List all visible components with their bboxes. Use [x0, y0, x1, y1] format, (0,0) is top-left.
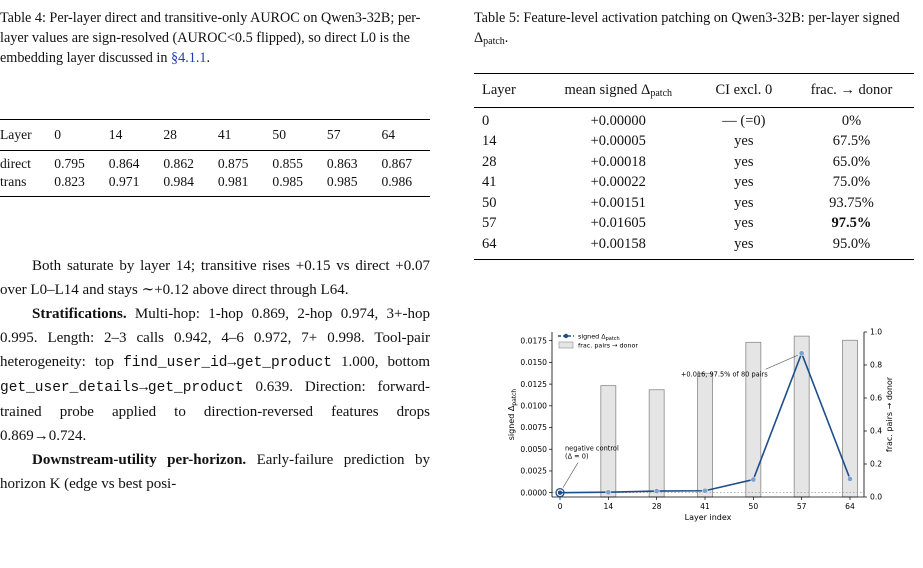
table4-caption-text: Table 4: Per-layer direct and transitive-only AUROC on Qwen3-32B; per-layer values are sign-resolved (AUROC<0.5 flipped), so direct L0 is the embedding layer discussed in: [0, 10, 421, 66]
annotation-arrow: [563, 463, 578, 488]
y2-tick-label: 0.6: [870, 393, 883, 403]
table4-caption-end: .: [206, 50, 211, 66]
table-cell: 64: [482, 235, 497, 252]
bar: [843, 340, 858, 497]
bar: [649, 390, 664, 497]
paragraph-text: 0.639. Direction: forward-trained probe applied to direction-reversed features drops 0.869→0.724.: [0, 379, 430, 444]
x-tick-label: 57: [796, 502, 807, 511]
table-cell: yes: [734, 215, 754, 232]
x-axis-label: Layer index: [684, 513, 732, 522]
annotation-negative-control: negative control: [565, 444, 619, 453]
table4-header-cell: Layer: [0, 127, 32, 142]
table-cell: 67.5%: [832, 133, 871, 150]
table5-header-cell: CI excl. 0: [715, 82, 773, 98]
y-axis-label: [507, 389, 518, 441]
table-cell: 75.0%: [832, 174, 871, 191]
table-cell: yes: [734, 153, 754, 170]
patching-chart: [492, 312, 912, 547]
table-cell: 0.864: [108, 156, 140, 171]
y2-tick-label: 0.4: [870, 426, 883, 436]
data-point: [751, 477, 756, 482]
table4-header-cell: 28: [163, 127, 177, 142]
table5-header-row: [474, 74, 914, 108]
paragraph-heading: Downstream-utility per-horizon.: [32, 452, 247, 468]
legend-bar-swatch: [559, 342, 573, 348]
table4-header-cell: 50: [272, 127, 286, 142]
bar: [746, 342, 761, 497]
table-row: [0, 151, 430, 174]
y2-axis-label: frac. pairs → donor: [885, 376, 894, 453]
data-point: [702, 488, 707, 493]
x-tick-label: 41: [700, 502, 710, 511]
table5-header-cell: frac. → donor: [810, 82, 893, 98]
table-row: [474, 173, 914, 194]
subscript: patch: [511, 388, 518, 406]
table5-header-cell: [538, 74, 699, 108]
table-cell: +0.00005: [590, 133, 646, 150]
table-row: [474, 193, 914, 214]
table-cell: 65.0%: [832, 153, 871, 170]
paragraph-heading: Stratifications.: [32, 306, 127, 322]
x-tick-label: 50: [748, 502, 759, 511]
y-tick-label: 0.0000: [520, 488, 547, 498]
table-cell: 0.855: [272, 156, 303, 171]
table-cell: 0%: [841, 112, 862, 129]
section-ref-link[interactable]: §4.1.1: [171, 50, 207, 66]
table-cell: 0: [482, 112, 490, 129]
data-point: [654, 488, 659, 493]
table-cell: 0.981: [217, 174, 249, 189]
y-tick-label: 0.0075: [520, 423, 547, 433]
paragraph-text: Multi-hop: 1-hop 0.869, 2-hop 0.974, 3+-hop 0.995. Length: 2–3 calls 0.942, 4–6 0.972, 7+ 0.998. Tool-pair heterogeneity: top: [0, 306, 430, 370]
table-cell: 0.862: [163, 156, 194, 171]
table-cell: +0.01605: [590, 215, 646, 232]
table-cell: 0.986: [381, 174, 413, 189]
table-row: [474, 132, 914, 153]
table4-caption: [0, 8, 430, 68]
table-row: [474, 108, 914, 132]
bar: [794, 336, 809, 497]
table-cell: 14: [482, 133, 497, 150]
table-cell: yes: [734, 174, 754, 191]
table-cell: [789, 214, 914, 235]
table-cell: yes: [734, 133, 754, 150]
table-cell: 28: [482, 153, 497, 170]
table-cell: +0.00000: [590, 112, 646, 129]
table-cell: 0.867: [381, 156, 413, 171]
table5-caption-text: Table 5: Feature-level activation patching on Qwen3-32B: per-layer signed Δ: [474, 10, 900, 46]
y-tick-label: 0.0150: [520, 358, 547, 368]
y-tick-label: 0.0050: [520, 444, 547, 454]
y-tick-label: 0.0100: [520, 401, 547, 411]
annotation-peak: +0.016, 97.5% of 80 pairs: [680, 370, 768, 379]
table-cell: 0.795: [54, 156, 85, 171]
table-cell: 57: [482, 215, 497, 232]
header-text: mean signed Δ: [564, 82, 651, 98]
table5-caption-end: .: [504, 30, 509, 46]
table4: [0, 119, 430, 197]
table-cell: yes: [734, 235, 754, 252]
table-cell: +0.00018: [590, 153, 646, 170]
table-cell: 50: [482, 194, 497, 211]
y2-tick-label: 0.2: [870, 459, 883, 469]
table5-body: [474, 108, 914, 260]
table5-caption: [474, 8, 914, 52]
subscript: patch: [605, 336, 620, 342]
paragraph-text: 1.000, bottom: [331, 354, 430, 370]
table4-header-cell: 0: [54, 127, 62, 142]
y2-tick-label: 1.0: [870, 327, 883, 337]
table5-header-cell: Layer: [482, 82, 516, 98]
table-cell: trans: [0, 174, 27, 189]
table5: [474, 73, 914, 260]
annotation-negative-control-value: (Δ = 0): [565, 452, 589, 461]
table-cell: 0.875: [217, 156, 249, 171]
x-tick-label: 64: [845, 502, 855, 511]
table-row: [474, 214, 914, 235]
y2-tick-label: 0.8: [870, 360, 883, 370]
bar: [698, 373, 713, 497]
y2-tick-label: 0.0: [870, 492, 883, 502]
table-row: [474, 234, 914, 259]
table-row: [474, 152, 914, 173]
table-cell: yes: [734, 194, 754, 211]
table4-header-cell: 14: [108, 127, 123, 142]
table-cell: 0.971: [108, 174, 140, 189]
paragraph-text: Early-failure prediction by horizon K (edge vs best posi-: [0, 452, 430, 492]
table-cell: 0.985: [272, 174, 303, 189]
table-cell: +0.00151: [590, 194, 646, 211]
table-cell: 95.0%: [832, 235, 871, 252]
data-point: [606, 490, 611, 495]
left-column: [0, 0, 430, 492]
x-tick-label: 28: [651, 502, 662, 511]
legend-bar-label: frac. pairs → donor: [578, 341, 639, 350]
paragraph-saturation: Both saturate by layer 14; transitive rises +0.15 vs direct +0.07 over L0–L14 and stays ∼+0.12 above direct through L64.: [0, 258, 430, 298]
table-cell: — (=0): [722, 112, 766, 129]
x-tick-label: 0: [557, 502, 563, 511]
legend-line-marker: [564, 334, 568, 338]
best-value: 97.5%: [831, 215, 872, 232]
paragraph-downstream: [0, 448, 430, 496]
data-point: [799, 351, 804, 356]
annotation-arrow: [766, 355, 798, 369]
paragraph-stratifications: [0, 302, 430, 448]
table-cell: 0.863: [326, 156, 358, 171]
subscript: patch: [483, 36, 505, 47]
table4-header-cell: 41: [217, 127, 232, 142]
table-cell: +0.00158: [590, 235, 646, 252]
table4-header-cell: 64: [381, 127, 396, 142]
tool-pair-bottom: get_user_details→get_product: [0, 380, 244, 396]
y-tick-label: 0.0025: [520, 466, 547, 476]
legend-text: signed Δ: [578, 332, 606, 341]
data-point: [558, 490, 562, 494]
table-cell: 41: [482, 174, 497, 191]
table-cell: 0.823: [54, 174, 85, 189]
table-cell: direct: [0, 156, 31, 171]
table-cell: 93.75%: [829, 194, 874, 211]
table-cell: +0.00022: [590, 174, 646, 191]
y-tick-label: 0.0175: [520, 336, 547, 346]
body-text: [0, 254, 430, 496]
data-point: [847, 476, 852, 481]
y-tick-label: 0.0125: [520, 379, 547, 389]
y-axis-label-text: signed Δ: [507, 405, 516, 441]
table4-header-cell: 57: [326, 127, 341, 142]
table4-header-row: [0, 120, 430, 151]
subscript: patch: [650, 88, 673, 99]
table-cell: 0.984: [163, 174, 194, 189]
table-row: [0, 173, 430, 197]
tool-pair-top: find_user_id→get_product: [123, 355, 332, 371]
x-tick-label: 14: [603, 502, 614, 511]
bar: [601, 386, 616, 497]
table-cell: 0.985: [326, 174, 358, 189]
